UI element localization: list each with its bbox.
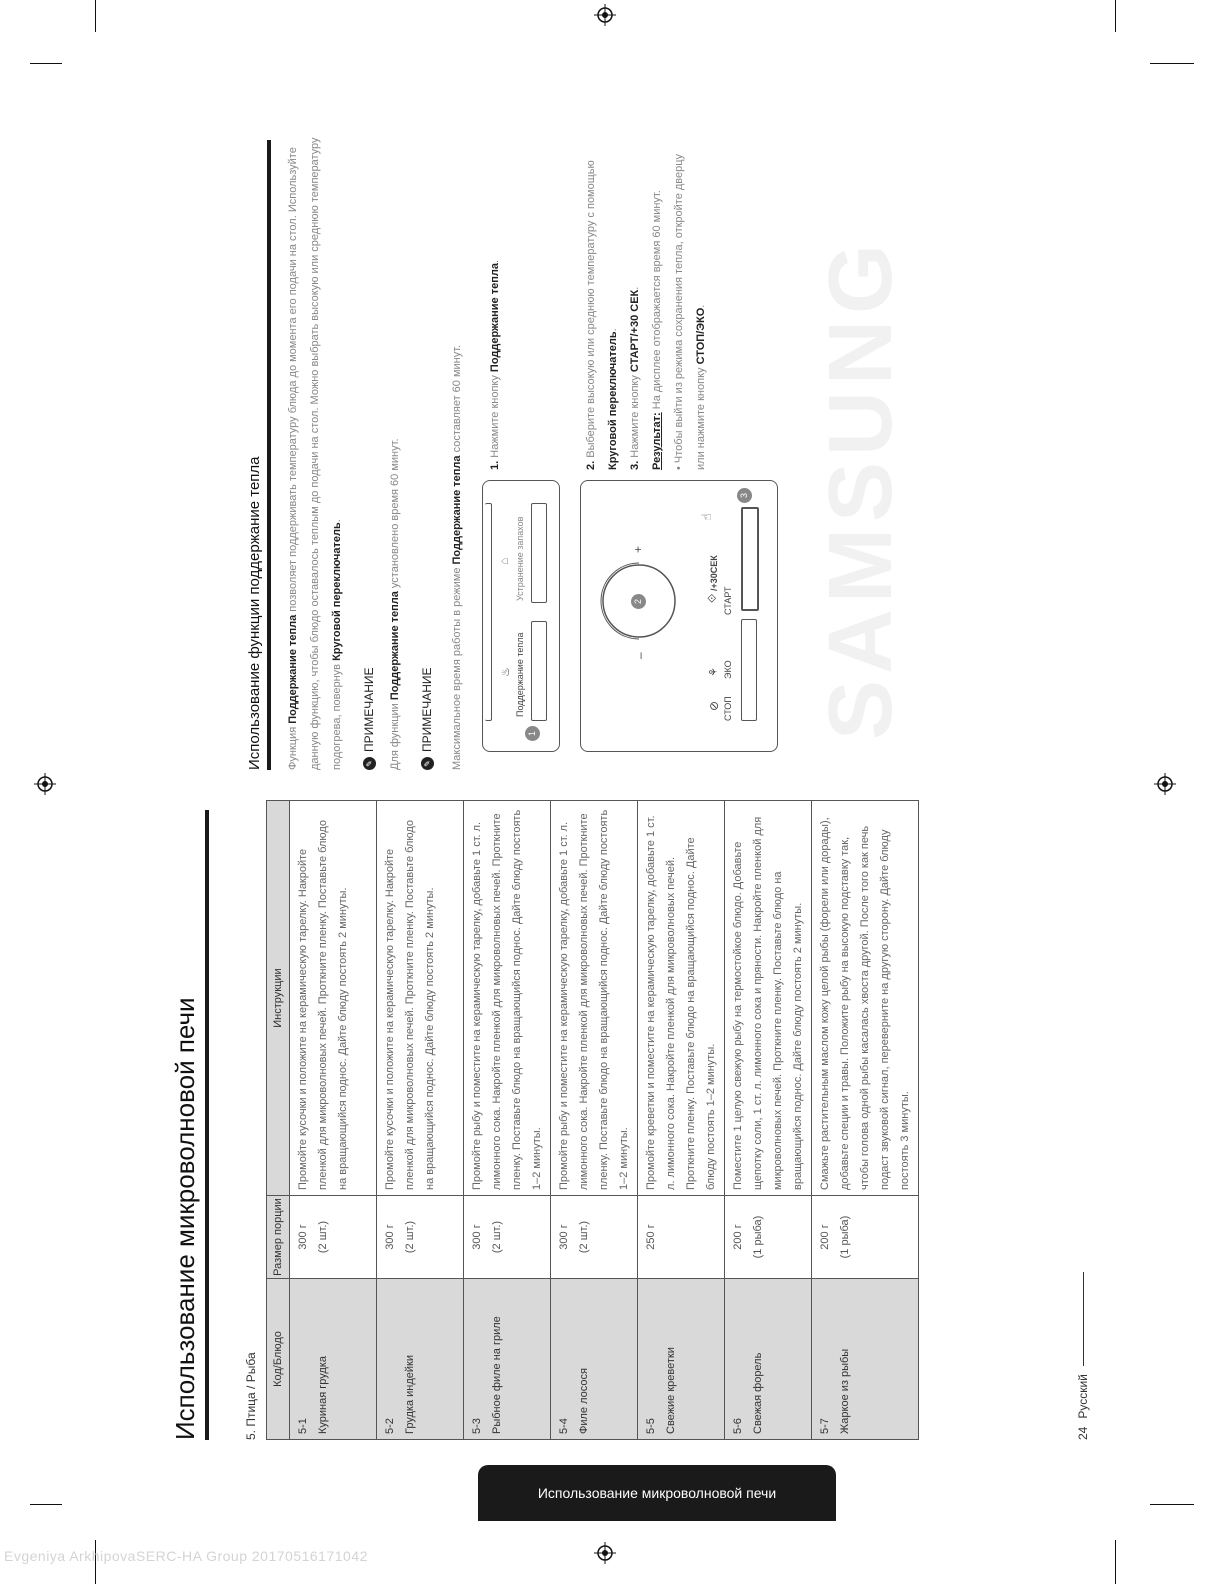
recipe-code: 5-3	[471, 1418, 483, 1434]
recipe-instructions: Поместите 1 целую свежую рыбу на термостойкое блюдо. Добавьте щепотку соли, 1 ст. л. лимонного сока и пряности. Накройте пленкой для микроволновых печей. Проткните пленку. Поставьте блюдо на вращающийся поднос. Дайте блюду постоять 2 минуты.	[725, 801, 812, 1196]
portion-count: (2 шт.)	[404, 1220, 416, 1254]
note-label: ПРИМЕЧАНИЕ	[362, 667, 376, 752]
portion-size: 250 г	[645, 1224, 657, 1250]
recipe-instructions: Промойте рыбу и поместите на керамическую тарелку, добавьте 1 ст. л. лимонного сока. Накройте пленкой для микроволновых печей. Проткните пленку. Поставьте блюдо на вращающийся поднос. Дайте блюду постоять 1–2 минуты.	[464, 801, 551, 1196]
portion-count: (1 рыба)	[839, 1215, 851, 1259]
bullet-bold: СТОП/ЭКО	[695, 307, 707, 365]
step-bold: Круговой переключатель	[607, 331, 619, 470]
bullet-text: .	[695, 304, 707, 308]
page-title: Использование микроволновой печи	[170, 810, 209, 1440]
chapter-tab: Использование микроволновой печи	[478, 1465, 836, 1521]
note-icon: ✎	[421, 757, 434, 770]
note-label: ПРИМЕЧАНИЕ	[420, 667, 434, 752]
portion-size: 200 г	[732, 1224, 744, 1250]
stop-label: СТОП	[723, 696, 733, 721]
note-text-part: Для функции	[389, 700, 401, 770]
hand-icon: ☝	[699, 513, 714, 521]
page-number: 24	[1076, 1426, 1090, 1440]
eco-label: ЭКО	[723, 660, 733, 679]
registration-mark-icon	[594, 4, 616, 26]
table-row	[377, 801, 464, 1440]
footer-rule	[1083, 1272, 1084, 1366]
callout-1: 1	[525, 726, 540, 741]
column-header: Инструкции	[267, 801, 290, 1196]
footer-language: Русский	[1076, 1374, 1090, 1419]
recipe-instructions: Смажьте растительным маслом кожу целой рыбы (форели или дорады), добавьте специи и травы. Положите рыбу на высокую подставку так, чтобы голова одной рыбы касалась хвоста другой. После того как печь подаст звуковой сигнал, переверните на другую сторону. Дайте блюду постоять 3 минуты.	[812, 801, 919, 1196]
deodorize-label: Устранение запахов	[515, 516, 525, 601]
section-label: 5. Птица / Рыба	[244, 1352, 258, 1440]
dial-minus: –	[633, 652, 647, 659]
portion-size: 300 г	[558, 1224, 570, 1250]
recipe-code: 5-4	[558, 1418, 570, 1434]
start-icon: ⟐	[705, 593, 719, 603]
table-row	[464, 801, 551, 1440]
step-bold: Поддержание тепла	[489, 263, 501, 373]
table-row	[290, 801, 377, 1440]
brand-watermark: SAMSUNG	[811, 237, 911, 740]
registration-mark-icon	[34, 773, 56, 795]
intro-bold: Поддержание тепла	[287, 614, 299, 724]
crop-mark	[95, 0, 96, 32]
dial-panel-diagram	[580, 480, 778, 752]
recipe-instructions: Промойте кусочки и положите на керамическую тарелку. Накройте пленкой для микроволновых печей. Проткните пленку. Поставьте блюдо на вращающийся поднос. Дайте блюду постоять 2 минуты.	[377, 801, 464, 1196]
recipe-dish: Куриная грудка	[317, 1356, 329, 1434]
portion-count: (2 шт.)	[578, 1220, 590, 1254]
callout-3: 3	[737, 488, 752, 503]
portion-count: (2 шт.)	[317, 1220, 329, 1254]
note-bold: Поддержание тепла	[389, 591, 401, 701]
keep-warm-label: Поддержание тепла	[515, 632, 525, 717]
step-text: .	[489, 259, 501, 264]
recipe-code: 5-1	[297, 1418, 309, 1434]
note-text-part: Максимальное время работы в режиме	[451, 564, 463, 770]
registration-mark-icon	[1154, 773, 1176, 795]
start-label: СТАРТ	[723, 586, 733, 615]
portion-size: 300 г	[297, 1224, 309, 1250]
page-footer	[1076, 1272, 1090, 1440]
step-text: Нажмите кнопку	[629, 372, 641, 458]
recipe-dish: Грудка индейки	[404, 1355, 416, 1434]
crop-mark	[1115, 1540, 1116, 1584]
control-panel-diagram	[482, 480, 560, 752]
step-number: 2.	[585, 460, 597, 470]
result-label: Результат:	[651, 412, 663, 470]
step-2	[580, 140, 624, 470]
portion-size: 300 г	[471, 1224, 483, 1250]
steam-icon: ♨	[500, 667, 512, 677]
intro-text: Функция	[287, 723, 299, 770]
step-text: .	[607, 328, 619, 332]
table-row	[725, 801, 812, 1440]
portion-size: 300 г	[384, 1224, 396, 1250]
plus30-label: /+30СЕК	[709, 555, 719, 591]
intro-text: .	[331, 519, 343, 523]
recipe-code: 5-5	[645, 1418, 657, 1434]
recipe-dish: Филе лосося	[578, 1368, 590, 1434]
start-button[interactable]	[741, 507, 759, 611]
note-bold: Поддержание тепла	[451, 455, 463, 565]
step-text: .	[629, 286, 641, 290]
eco-icon: ⚘	[708, 667, 720, 677]
portion-count: (1 рыба)	[752, 1215, 764, 1259]
table-row	[551, 801, 638, 1440]
bullet-dot: •	[673, 463, 685, 470]
crop-mark	[1115, 0, 1116, 32]
callout-2: 2	[631, 594, 646, 609]
table-row	[812, 801, 919, 1440]
crop-mark	[1150, 63, 1194, 64]
deodorize-button[interactable]	[531, 503, 547, 603]
note-text-part: установлено время 60 минут.	[389, 438, 401, 592]
stop-eco-button[interactable]	[741, 619, 757, 721]
step-number: 3.	[629, 460, 641, 470]
portion-size: 200 г	[819, 1224, 831, 1250]
recipe-code: 5-2	[384, 1418, 396, 1434]
intro-paragraph	[282, 130, 348, 770]
recipe-code: 5-6	[732, 1418, 744, 1434]
step-text: Выберите высокую или среднюю температуру с помощью	[585, 160, 597, 458]
recipe-dish: Свежие креветки	[665, 1347, 677, 1434]
step-text: Нажмите кнопку	[489, 372, 501, 458]
recipe-dish: Свежая форель	[752, 1352, 764, 1434]
intro-text: позволяет поддерживать температуру блюда до момента его подачи на стол. Используйте данную функцию, чтобы блюдо оставалось теплым до подачи на стол. Можно выбрать высокую или среднюю температуру подогрева, повернув	[287, 137, 343, 770]
print-watermark: Evgeniya ArkhipovaSERC-HA Group 20170516171042	[4, 1548, 368, 1564]
deodorize-icon: ⌂	[497, 557, 511, 565]
recipe-instructions: Промойте креветки и поместите на керамическую тарелку, добавьте 1 ст. л. лимонного сока. Накройте пленкой для микроволновых печей. Проткните пленку. Поставьте блюдо на вращающийся поднос. Дайте блюду постоять 1–2 минуты.	[638, 801, 725, 1196]
result-line	[646, 140, 668, 470]
step-bold: СТАРТ/+30 СЕК	[629, 289, 641, 373]
recipe-dish: Жаркое из рыбы	[839, 1348, 851, 1434]
recipe-code: 5-7	[819, 1418, 831, 1434]
table-row	[638, 801, 725, 1440]
dial-plus: +	[631, 545, 645, 553]
bullet-text: Чтобы выйти из режима сохранения тепла, откройте дверцу или нажмите кнопку	[673, 153, 707, 470]
step-3	[624, 140, 646, 470]
step-number: 1.	[489, 460, 501, 470]
note-text	[446, 130, 468, 770]
portion-count: (2 шт.)	[491, 1220, 503, 1254]
recipe-instructions: Промойте кусочки и положите на керамическую тарелку. Накройте пленкой для микроволновых печей. Проткните пленку. Поставьте блюдо на вращающийся поднос. Дайте блюду постоять 2 минуты.	[290, 801, 377, 1196]
page-content	[170, 137, 1100, 1440]
intro-bold: Круговой переключатель	[331, 522, 343, 661]
result-bullet	[668, 140, 712, 470]
note-heading	[362, 667, 376, 770]
recipe-table	[266, 800, 919, 1440]
registration-mark-icon	[594, 1542, 616, 1564]
keep-warm-button[interactable]	[531, 621, 547, 721]
recipe-dish: Рыбное филе на гриле	[491, 1316, 503, 1434]
result-text: На дисплее отображается время 60 минут.	[651, 190, 663, 410]
recipe-instructions: Промойте рыбу и поместите на керамическую тарелку, добавьте 1 ст. л. лимонного сока. Накройте пленкой для микроволновых печей. Проткните пленку. Поставьте блюдо на вращающийся поднос. Дайте блюду постоять 1–2 минуты.	[551, 801, 638, 1196]
top-buttons-row	[485, 503, 492, 721]
crop-mark	[1150, 1504, 1194, 1505]
stop-icon: ⊘	[707, 700, 721, 711]
crop-mark	[30, 1504, 62, 1505]
note-icon: ✎	[363, 757, 376, 770]
crop-mark	[30, 63, 62, 64]
note-text-part: составляет 60 минут.	[451, 344, 463, 456]
section-title: Использование функции поддержание тепла	[246, 140, 271, 770]
column-header: Код/Блюдо	[267, 1279, 290, 1440]
note-text	[384, 130, 406, 770]
column-header: Размер порции	[267, 1196, 290, 1279]
note-heading	[420, 667, 434, 770]
step-1	[484, 140, 506, 470]
